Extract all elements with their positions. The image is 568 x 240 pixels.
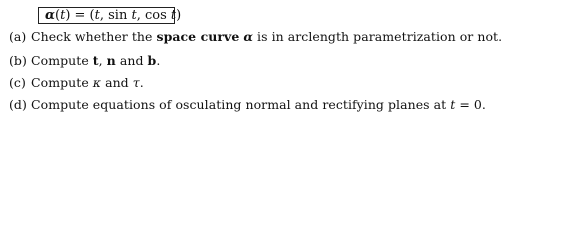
formula-sin: , sin	[99, 8, 132, 23]
item-text: .	[139, 75, 144, 90]
formula-var-t: t	[60, 8, 66, 23]
torsion-symbol: τ	[132, 75, 140, 90]
item-text: .	[156, 53, 161, 68]
curve-definition-box	[38, 7, 182, 24]
tangent-vector: t	[92, 53, 99, 68]
item-text: ,	[98, 53, 107, 68]
parameter-t: t	[450, 97, 456, 112]
alpha-symbol: α	[243, 29, 254, 44]
item-b	[9, 53, 160, 68]
item-label: (c)	[9, 75, 26, 90]
normal-vector: n	[106, 53, 116, 68]
formula-var-t: t	[131, 8, 137, 23]
formula-cos: , cos	[136, 8, 171, 23]
formula-paren-open: (	[55, 8, 61, 23]
item-bold-term: space curve	[156, 29, 240, 44]
item-a	[9, 29, 502, 44]
formula-paren-close: )	[176, 8, 182, 23]
binormal-vector: b	[147, 53, 157, 68]
item-c	[9, 75, 144, 90]
exercise-document	[0, 0, 568, 114]
item-label: (b)	[9, 53, 27, 68]
item-text: and	[115, 53, 148, 68]
curvature-symbol: κ	[92, 75, 102, 90]
item-text: Compute	[31, 53, 93, 68]
item-text: Compute equations of osculating normal and rectifying planes at	[31, 97, 451, 112]
item-text: = 0.	[455, 97, 486, 112]
item-text: is in arclength parametrization or not.	[253, 29, 503, 44]
formula-var-t: t	[94, 8, 100, 23]
item-d	[9, 97, 486, 112]
item-label: (a)	[9, 29, 27, 44]
formula-equals: ) = (	[65, 8, 95, 23]
item-text: Check whether the	[31, 29, 157, 44]
item-text: and	[101, 75, 133, 90]
item-label: (d)	[9, 97, 27, 112]
formula-var-t: t	[170, 8, 177, 23]
alpha-symbol: α	[45, 8, 56, 23]
item-text: Compute	[31, 75, 93, 90]
